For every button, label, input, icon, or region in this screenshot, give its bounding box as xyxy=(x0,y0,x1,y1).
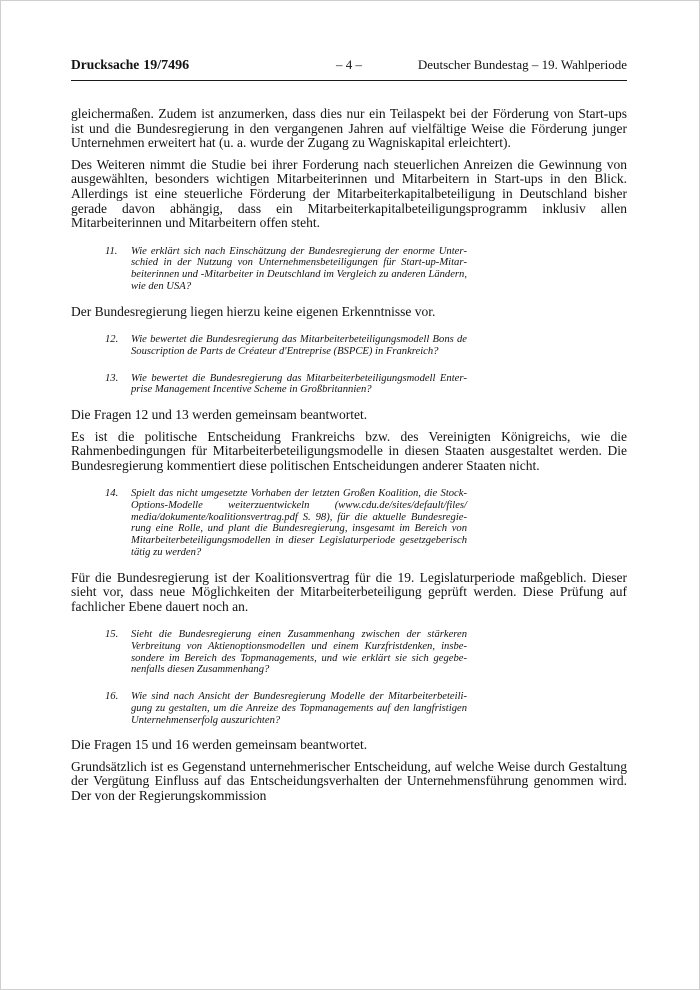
question-14-text: Spielt das nicht umgesetzte Vorhaben der letzten Großen Koalition, die Stock-Options-Modelle weiterzuentwickeln (www.cdu.de/sites/default/files/​media/dokumente/koalitionsvertrag.pdf S. 98), für die aktuelle Bundesregierung eine Rolle, und plant die Bundesregierung, insgesamt im Bereich von Mitarbeiterbeteiligungsmodellen in dieser Legislaturperiode gesetzgeberisch tätig zu werden? xyxy=(131,488,467,558)
question-14 xyxy=(105,488,467,558)
answer-15-16-intro: Die Fragen 15 und 16 werden gemeinsam beantwortet. xyxy=(71,737,368,753)
answer-14-text: Für die Bundesregierung ist der Koalitionsvertrag für die 19. Legislaturperiode maßgeblich. Dieser sieht vor, dass neue Möglichkeiten der Mitarbeiterbeteiligung geprüft werden. Diese Prüfung auf fachlicher Ebene dauert noch an. xyxy=(71,569,627,614)
answer-12-13-intro: Die Fragen 12 und 13 werden gemeinsam beantwortet. xyxy=(71,406,368,422)
answer-12-13-text: Es ist die politische Entscheidung Frankreichs bzw. des Vereinigten Königreichs, wie die Rahmenbedingungen für Mitarbeiterbeteiligungsmodelle in diesen Staaten ausgestaltet werden. Die Bundesregierung kommentiert diese politischen Entscheidungen anderer Staaten nicht. xyxy=(71,428,627,473)
question-11 xyxy=(105,246,467,293)
drucksache-label: Drucksache xyxy=(71,57,140,72)
question-11-text: Wie erklärt sich nach Einschätzung der Bundesregierung der enorme Unterschied in der Nutzung von Unternehmensbeteiligungen für Start-up-Mitarbeiterinnen und -Mitarbeiter in Deutschland im Vergleich zu anderen Ländern, wie den USA? xyxy=(131,245,467,292)
paragraph-intro-1: gleichermaßen. Zudem ist anzumerken, dass dies nur ein Teilaspekt bei der Förderung von Start-ups ist und die Bundesregierung in den vergangenen Jahren auf vielfältige Weise die Förderung junger Unternehmen erweitert hat (u. a. wurde der Zugang zu Wagniskapital erleichtert). xyxy=(71,106,627,151)
answer-15-16-text: Grundsätzlich ist es Gegenstand unternehmerischer Entscheidung, auf welche Weise durch Gestaltung der Vergütung Einfluss auf das Entscheidungsverhalten der Unternehmensführung genommen wird. Der von der Regierungskommission xyxy=(71,758,627,804)
question-12-text: Wie bewertet die Bundesregierung das Mitarbeiterbeteiligungsmodell Bons de Souscription de Parts de Créateur d'Entreprise (BSPCE) in Frankreich? xyxy=(131,334,467,357)
question-15 xyxy=(105,629,467,676)
question-15-text: Sieht die Bundesregierung einen Zusammenhang zwischen der stärkeren Verbreitung von Aktienoptionsmodellen und einem Kurzfristdenken, insbesondere im Bereich des Topmanagements, und wie erklärt sie sich gegebenenfalls diesen Zusammenhang? xyxy=(131,629,467,676)
question-11-number: 11. xyxy=(105,245,118,257)
question-14-number: 14. xyxy=(105,488,119,500)
document-body xyxy=(71,107,627,804)
question-13 xyxy=(105,373,467,396)
drucksache-number: 19/7496 xyxy=(143,58,190,73)
parliament-reference: Deutscher Bundestag – 19. Wahlperiode xyxy=(417,57,627,72)
question-12 xyxy=(105,334,467,357)
drucksache-reference xyxy=(71,57,189,74)
paragraph-intro-2: Des Weiteren nimmt die Studie bei ihrer Forderung nach steuerlichen Anreizen die Gewinnung von ausgewählten, besonders wichtigen Mitarbeiterinnen und Mitarbeitern in Start-ups in den Blick. Allerdings ist eine steuerliche Förderung der Mitarbeiterkapitalbeteiligung in Deutschland bisher gerade davon abhängig, dass ein Mitarbeiterkapitalbeteiligungsprogramm inklusiv allen Mitarbeiterinnen und Mitarbeitern offen steht. xyxy=(71,156,627,231)
question-12-number: 12. xyxy=(105,334,119,346)
question-15-number: 15. xyxy=(105,629,119,641)
page-number: – 4 – xyxy=(336,57,362,72)
answer-11: Der Bundesregierung liegen hierzu keine eigenen Erkenntnisse vor. xyxy=(71,303,436,319)
page-header xyxy=(71,57,627,81)
question-13-number: 13. xyxy=(105,372,119,384)
question-16-text: Wie sind nach Ansicht der Bundesregierung Modelle der Mitarbeiterbeteiligung zu gestalten, um die Anreize des Topmanagements auf den langfristigen Unternehmenserfolg auszurichten? xyxy=(131,691,467,726)
question-16 xyxy=(105,691,467,726)
question-13-text: Wie bewertet die Bundesregierung das Mitarbeiterbeteiligungsmodell Enterprise Management Incentive Scheme in Großbritannien? xyxy=(131,372,467,396)
question-16-number: 16. xyxy=(105,691,119,703)
